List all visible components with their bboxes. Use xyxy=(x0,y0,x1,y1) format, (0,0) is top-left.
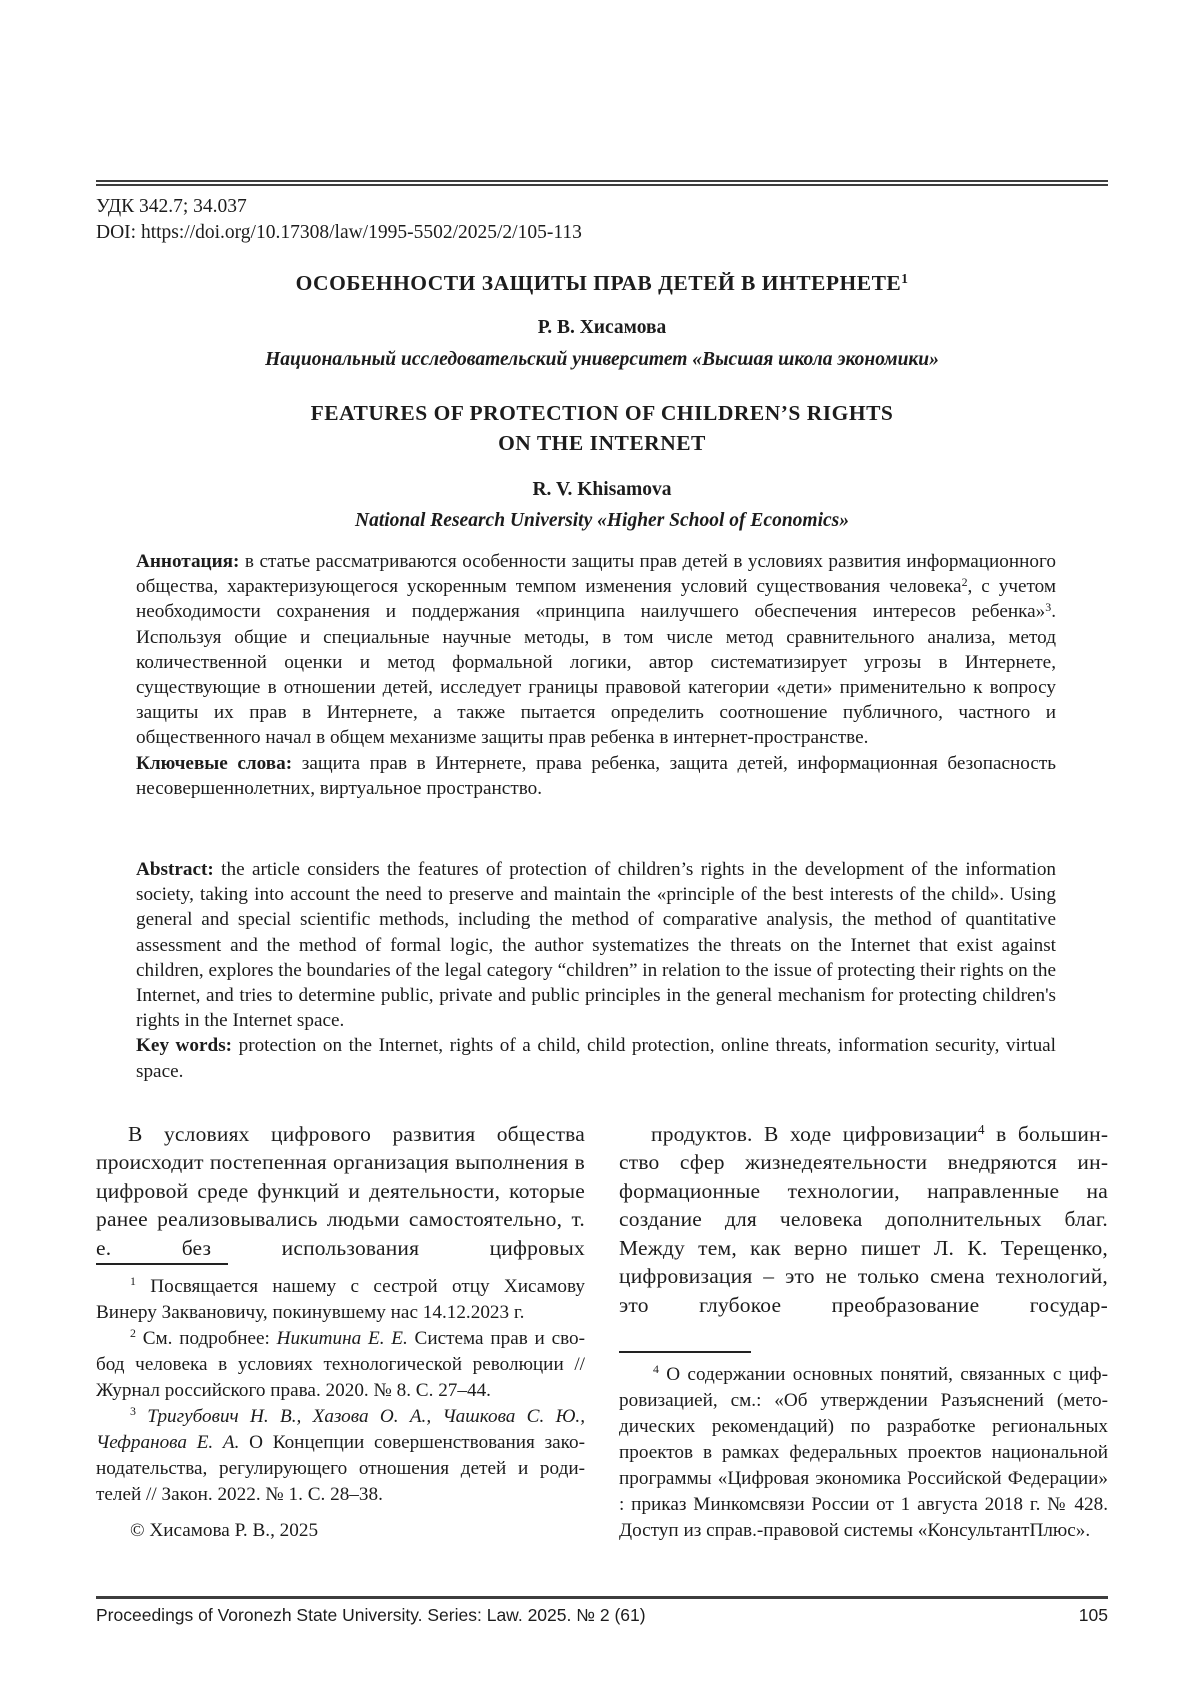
abstract-footnote-ref-3: 3 xyxy=(1045,599,1052,614)
abstract-ru xyxy=(136,549,1056,751)
affiliation-en: National Research University «Higher School of Economics» xyxy=(354,510,849,531)
footnote-3-text: О Концепции совершенствования законодательства, регулирующего отношения детей и родителей // Закон. 2022. № 1. С. 28–38. xyxy=(96,1431,585,1505)
article-title-ru xyxy=(96,270,1108,296)
body-paragraph-left: В условиях цифрового развития общества происходит постепенная организация выполнения в цифровой среде функций и деятельности, которые ранее реализовывались людьми самостоятельно, т. е. без использования цифровых xyxy=(96,1121,585,1260)
footer-row xyxy=(96,1605,1108,1626)
footnote-separator-left xyxy=(96,1263,228,1265)
abstract-ru-text-3: . Используя общие и специальные научные методы, в том числе метод сравнительного анализа, метод количественной оценки и метод формальной логики, автор систематизирует угрозы в Интернете, существующие в отношении детей, исследует границы правовой категории «дети» применительно к вопросу защиты их прав в Интернете, а также пытается определить соотношение публичного, частного и общественного начал в общем механизме защиты прав ребенка в интернет-пространстве. xyxy=(136,601,1056,749)
footnotes-left xyxy=(96,1263,585,1544)
body-paragraph-right xyxy=(619,1120,1108,1320)
affiliation-ru: Национальный исследовательский университет «Высшая школа экономики» xyxy=(265,349,939,370)
keywords-ru-text: защита прав в Интернете, права ребенка, защита детей, информационная безопасность несовершеннолетних, виртуальное пространство. xyxy=(136,752,1056,799)
footer-page-number: 105 xyxy=(1078,1605,1108,1625)
abstract-en xyxy=(136,857,1056,1033)
abstract-ru-label: Аннотация: xyxy=(136,551,240,572)
footnote-4 xyxy=(619,1362,1108,1544)
footnotes-right xyxy=(619,1351,1108,1544)
footnote-separator-right xyxy=(619,1351,751,1353)
article-title-en-line2: ON THE INTERNET xyxy=(498,431,706,455)
abstract-ru-text-2: , с учетом необходимости сохранения и поддержания «принципа наилучшего обеспечения интересов ребенка» xyxy=(136,576,1056,623)
udc-code: УДК 342.7; 34.037 xyxy=(96,196,247,217)
footnote-2 xyxy=(96,1326,585,1404)
body-paragraph-right-pre: продуктов. В ходе цифровизации xyxy=(651,1121,978,1146)
abstract-en-label: Abstract: xyxy=(136,859,214,881)
keywords-ru-label: Ключевые слова: xyxy=(136,752,293,774)
footnote-2-author: Никитина Е. Е. xyxy=(276,1327,408,1349)
footnote-3-authors: Тригубович Н. В., Хазова О. А., Чашкова С. Ю., Чефранова Е. А. xyxy=(96,1405,585,1453)
article-title-ru-text: ОСОБЕННОСТИ ЗАЩИТЫ ПРАВ ДЕТЕЙ В ИНТЕРНЕТЕ xyxy=(295,271,902,295)
footer-journal-title: Proceedings of Voronezh State University. Series: Law. 2025. № 2 (61) xyxy=(96,1605,646,1625)
footnote-1 xyxy=(96,1274,585,1326)
copyright-notice: © Хисамова Р. В., 2025 xyxy=(130,1519,319,1541)
top-double-rule xyxy=(96,180,1108,186)
keywords-en-label: Key words: xyxy=(136,1035,233,1057)
keywords-en-text: protection on the Internet, rights of a child, child protection, online threats, information security, virtual space. xyxy=(136,1035,1057,1082)
article-title-en-line1: FEATURES OF PROTECTION OF CHILDREN’S RIGHTS xyxy=(310,401,894,425)
article-meta xyxy=(96,194,1108,246)
abstract-en-text: the article considers the features of protection of children’s rights in the development of the information society, taking into account the need to preserve and maintain the «principle of the best interests of the child». Using general and special scientific methods, including the method of comparative analysis, the method of quantitative assessment and the method of formal logic, the author systematizes the threats on the Internet that exist against children, explores the boundaries of the legal category “children” in relation to the issue of protecting their rights on the Internet, and tries to determine public, private and public principles in the general mechanism for protecting children's rights in the Internet space. xyxy=(136,859,1057,1032)
footnote-4-marker: 4 xyxy=(653,1362,659,1377)
footnote-2-text: Система прав и свобод человека в условиях технологической революции // Журнал российского права. 2020. № 8. С. 27–44. xyxy=(96,1327,585,1401)
page-footer xyxy=(96,1596,1108,1626)
title-footnote-ref: 1 xyxy=(901,270,909,286)
abstract-en-block xyxy=(96,857,1108,1084)
footnote-3 xyxy=(96,1404,585,1508)
body-column-right xyxy=(619,1120,1108,1544)
keywords-ru xyxy=(136,751,1056,801)
footnote-1-marker: 1 xyxy=(130,1274,136,1289)
body-footnote-ref-4: 4 xyxy=(977,1121,985,1137)
article-title-en xyxy=(96,398,1108,458)
body-paragraph-right-post: в большинство сфер жизнедеятельности внедряются информационные технологии, направленные на создание для человека дополнительных благ. Между тем, как верно пишет Л. К. Терещенко, цифровизация – это не только смена технологий, это глубокое преобразование государ- xyxy=(619,1121,1108,1317)
footnote-2-marker: 2 xyxy=(130,1326,136,1341)
body-column-left xyxy=(96,1120,585,1544)
abstract-ru-text-1: в статье рассматриваются особенности защиты прав детей в условиях развития информационного общества, характеризующегося ускоренным темпом изменения условий существования человека xyxy=(136,551,1056,598)
footnote-4-text: О содержании основных понятий, связанных с цифровизацией, см.: «Об утверждении Разъяснений (методических рекомендаций) по разработке региональных проектов в рамках федеральных проектов национальной программы «Цифровая экономика Российской Федерации» : приказ Минкомсвязи России от 1 августа 2018 г. № 428. Доступ из справ.-правовой системы «КонсультантПлюс». xyxy=(619,1363,1109,1541)
body-columns xyxy=(96,1120,1108,1544)
footnote-3-marker: 3 xyxy=(130,1404,136,1419)
footnote-1-text: Посвящается нашему с сестрой отцу Хисамову Винеру Заквановичу, покинувшему нас 14.12.2023 г. xyxy=(96,1275,585,1323)
abstract-footnote-ref-2: 2 xyxy=(961,574,968,589)
footer-rule xyxy=(96,1596,1108,1599)
keywords-en xyxy=(136,1033,1056,1083)
doi-line: DOI: https://doi.org/10.17308/law/1995-5502/2025/2/105-113 xyxy=(96,222,582,243)
footnote-2-pre: См. подробнее: xyxy=(142,1327,277,1349)
abstract-ru-block xyxy=(96,549,1108,801)
author-en: R. V. Khisamova xyxy=(532,479,672,500)
author-ru: Р. В. Хисамова xyxy=(537,317,667,338)
